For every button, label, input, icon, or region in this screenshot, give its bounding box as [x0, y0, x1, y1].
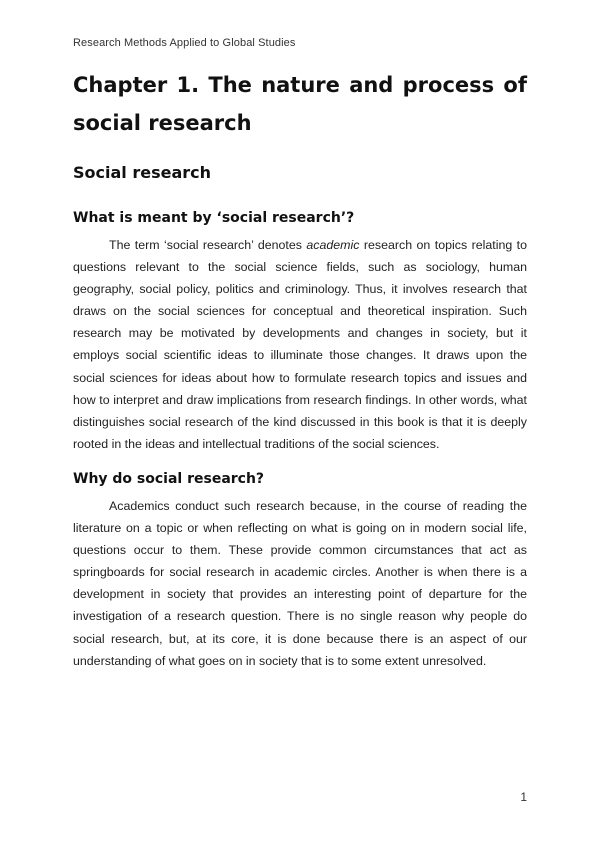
paragraph-text-rest: research on topics relating to questions relevant to the social science fields, such as sociology, human geography, social policy, politics and criminology. Thus, it involves research that draws on the social sciences for conceptual and theoretical inspiration. Such research may be motivated by developments and changes in society, but it employs social scientific ideas to illuminate those changes. It draws upon the social sciences for ideas about how to formulate research topics and issues and how to interpret and draw implications from research findings. In other words, what distinguishes social research of the kind discussed in this book is that it is deeply rooted in the ideas and intellectual traditions of the social sciences.	[73, 238, 528, 451]
paragraph-why-do-social-research: Academics conduct such research because, in the course of reading the literature on a topic or when reflecting on what is going on in modern social life, questions occur to them. These provide common circumstances that act as springboards for social research in academic circles. Another is when there is a development in society that provides an interesting point of departure for the investigation of a research question. There is no single reason why people do social research, but, at its core, it is done because there is an aspect of our understanding of what goes on in society that is to some extent unresolved.	[73, 498, 527, 668]
paragraph-emphasis: academic	[306, 238, 360, 252]
section-title: Social research	[73, 163, 212, 182]
paragraph-what-is-social-research	[73, 234, 527, 455]
subsection-title-what-is-social-research: What is meant by ‘social research’?	[73, 210, 355, 226]
paragraph-text-start: The term ‘social research’ denotes	[109, 238, 307, 252]
page-number: 1	[520, 790, 527, 804]
chapter-title: Chapter 1. The nature and process of social research	[73, 73, 527, 135]
page-content	[73, 66, 527, 672]
running-header: Research Methods Applied to Global Studies	[73, 37, 296, 49]
subsection-title-why-do-social-research: Why do social research?	[73, 470, 265, 487]
